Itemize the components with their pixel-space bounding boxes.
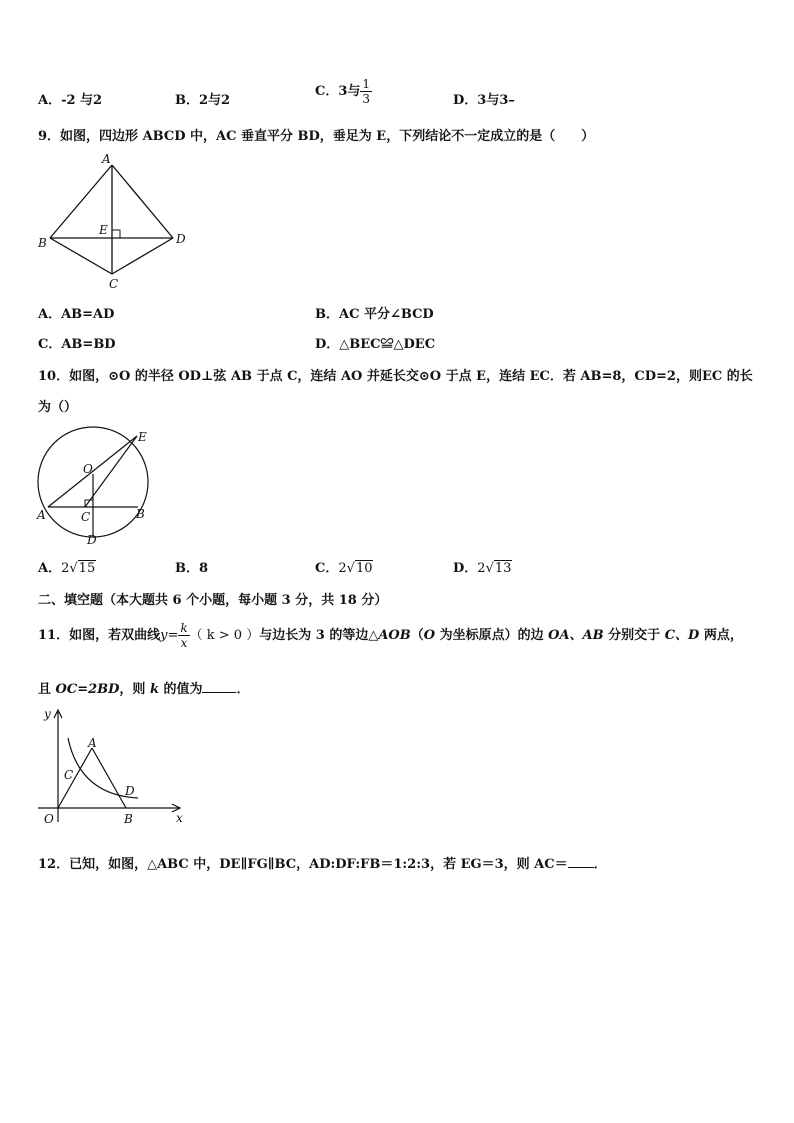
q11-label-d: D bbox=[125, 784, 135, 798]
q11-figure bbox=[30, 700, 200, 830]
q10-option-b: B．8 bbox=[175, 561, 209, 576]
q9-label-a: A bbox=[102, 152, 111, 166]
q10-label-b: B bbox=[136, 507, 145, 521]
q9-label-e: E bbox=[99, 223, 108, 237]
q8-option-a: A．-2 与2 bbox=[38, 93, 103, 108]
answer-blank bbox=[202, 692, 236, 693]
q10-label-o: O bbox=[83, 462, 93, 476]
q11-label-b: B bbox=[124, 812, 133, 826]
q10-label-c: C bbox=[81, 510, 91, 524]
q9-option-b: B．AC 平分∠BCD bbox=[315, 307, 434, 322]
q11-axis-y: y bbox=[44, 707, 51, 721]
q8-option-d: D．3与3– bbox=[453, 93, 515, 108]
q10-label-d: D bbox=[87, 533, 97, 547]
q9-option-c: C．AB=BD bbox=[38, 337, 116, 352]
q8-option-c: C．3与 $\frac{1}{3}$ bbox=[315, 77, 371, 106]
q10-option-d: D．2√13 bbox=[453, 561, 512, 576]
sqrt: √15 bbox=[69, 561, 96, 576]
q9-option-a: A．AB=AD bbox=[38, 307, 115, 322]
q10-stem-line1: 10．如图，⊙O 的半径 OD⊥弦 AB 于点 C，连结 AO 并延长交⊙O 于点 E，连结 EC．若 AB=8，CD=2，则EC 的长 bbox=[38, 369, 753, 384]
q11-label-c: C bbox=[64, 768, 74, 782]
q8-option-b: B．2与2 bbox=[175, 93, 231, 108]
sqrt: √10 bbox=[346, 561, 373, 576]
q9-label-b: B bbox=[38, 236, 47, 250]
q10-stem-line2: 为（） bbox=[38, 400, 78, 415]
sqrt: √13 bbox=[485, 561, 512, 576]
q9-option-d: D．△BEC≌△DEC bbox=[315, 337, 436, 352]
q11-stem-line1: 11．如图，若双曲线y= $\frac{k}{x}$ （ k > 0 ）与边长为 3 的等边△AOB（O 为坐标原点）的边 OA、AB 分别交于 C、D 两点， bbox=[38, 621, 743, 650]
q9-stem: 9．如图，四边形 ABCD 中，AC 垂直平分 BD，垂足为 E，下列结论不一定成立的是（ ） bbox=[38, 129, 595, 144]
q11-label-a: A bbox=[88, 736, 97, 750]
fraction: $\frac{k}{x}$ bbox=[180, 621, 188, 650]
q10-option-c: C．2√10 bbox=[315, 561, 373, 576]
fraction: $\frac{1}{3}$ bbox=[362, 77, 371, 106]
q10-label-a: A bbox=[37, 508, 46, 522]
q9-label-c: C bbox=[109, 277, 119, 291]
answer-blank bbox=[568, 867, 594, 868]
q11-stem-line2: 且 OC=2BD，则 k 的值为 ． bbox=[38, 682, 250, 697]
q9-figure bbox=[30, 150, 200, 295]
q12-stem: 12．已知，如图，△ABC 中，DE∥FG∥BC，AD:DF:FB＝1:2:3，若 EG＝3，则 AC＝ ． bbox=[38, 857, 607, 872]
q10-label-e: E bbox=[138, 430, 147, 444]
section-heading: 二、填空题（本大题共 6 个小题，每小题 3 分，共 18 分） bbox=[38, 593, 388, 608]
q9-label-d: D bbox=[176, 232, 186, 246]
q10-figure bbox=[30, 420, 160, 548]
q11-label-o: O bbox=[44, 812, 54, 826]
q11-axis-x: x bbox=[176, 811, 183, 825]
q10-option-a: A．2√15 bbox=[38, 561, 96, 576]
